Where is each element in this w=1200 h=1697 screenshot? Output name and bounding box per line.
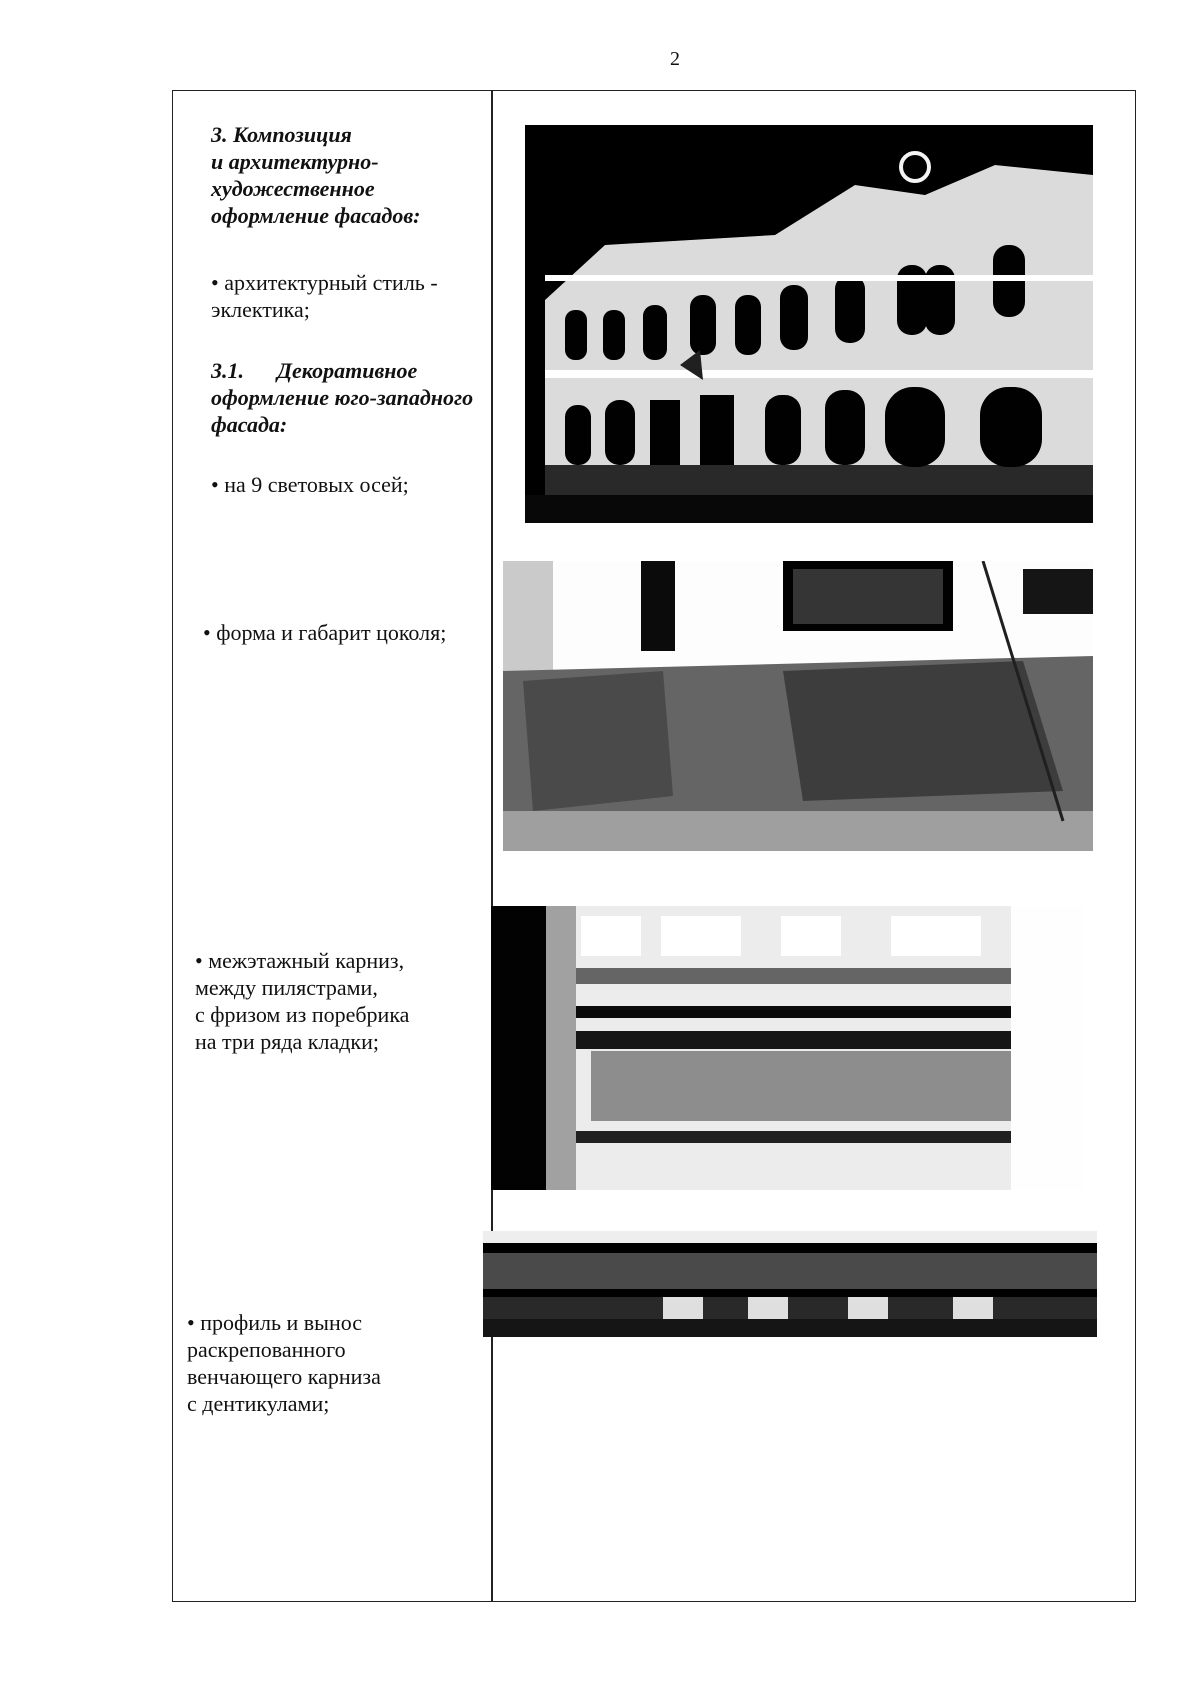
plinth-photo (503, 561, 1093, 851)
cornice-item-line: между пилястрами, (195, 975, 378, 1000)
crowning-item-line: с дентикулами; (187, 1391, 330, 1416)
column-divider (491, 91, 493, 1601)
section-3-heading-line: художественное (211, 176, 375, 201)
axes-item: • на 9 световых осей; (211, 472, 409, 497)
cornice-item-line: на три ряда кладки; (195, 1029, 379, 1054)
crowning-item-line: • профиль и вынос (187, 1310, 363, 1335)
crowning-cornice-item (187, 1309, 381, 1417)
page-number: 2 (670, 48, 680, 70)
crowning-cornice-photo (483, 1231, 1097, 1337)
plinth-item: • форма и габарит цоколя; (203, 620, 447, 645)
section-3-1-heading-line: 3.1. Декоративное (211, 358, 418, 383)
cornice-item-line: • межэтажный карниз, (195, 948, 405, 973)
interfloor-cornice-item (195, 947, 409, 1055)
section-3-heading-line: и архитектурно- (211, 149, 379, 174)
section-3-1-heading (211, 357, 473, 438)
style-item-line: • архитектурный стиль - (211, 270, 438, 295)
section-3-1-heading-line: оформление юго-западного (211, 385, 474, 410)
interfloor-cornice-photo (491, 906, 1083, 1190)
style-item (211, 269, 438, 323)
style-item-line: эклектика; (211, 297, 310, 322)
section-3-1-heading-line: фасада: (211, 412, 288, 437)
cornice-item-line: с фризом из поребрика (195, 1002, 410, 1027)
facade-description-table (172, 90, 1136, 1602)
crowning-item-line: раскрепованного (187, 1337, 346, 1362)
section-3-heading-line: 3. Композиция (211, 122, 352, 147)
section-3-heading (211, 121, 421, 229)
building-facade-photo (525, 125, 1093, 523)
section-3-heading-line: оформление фасадов: (211, 203, 421, 228)
crowning-item-line: венчающего карниза (187, 1364, 381, 1389)
